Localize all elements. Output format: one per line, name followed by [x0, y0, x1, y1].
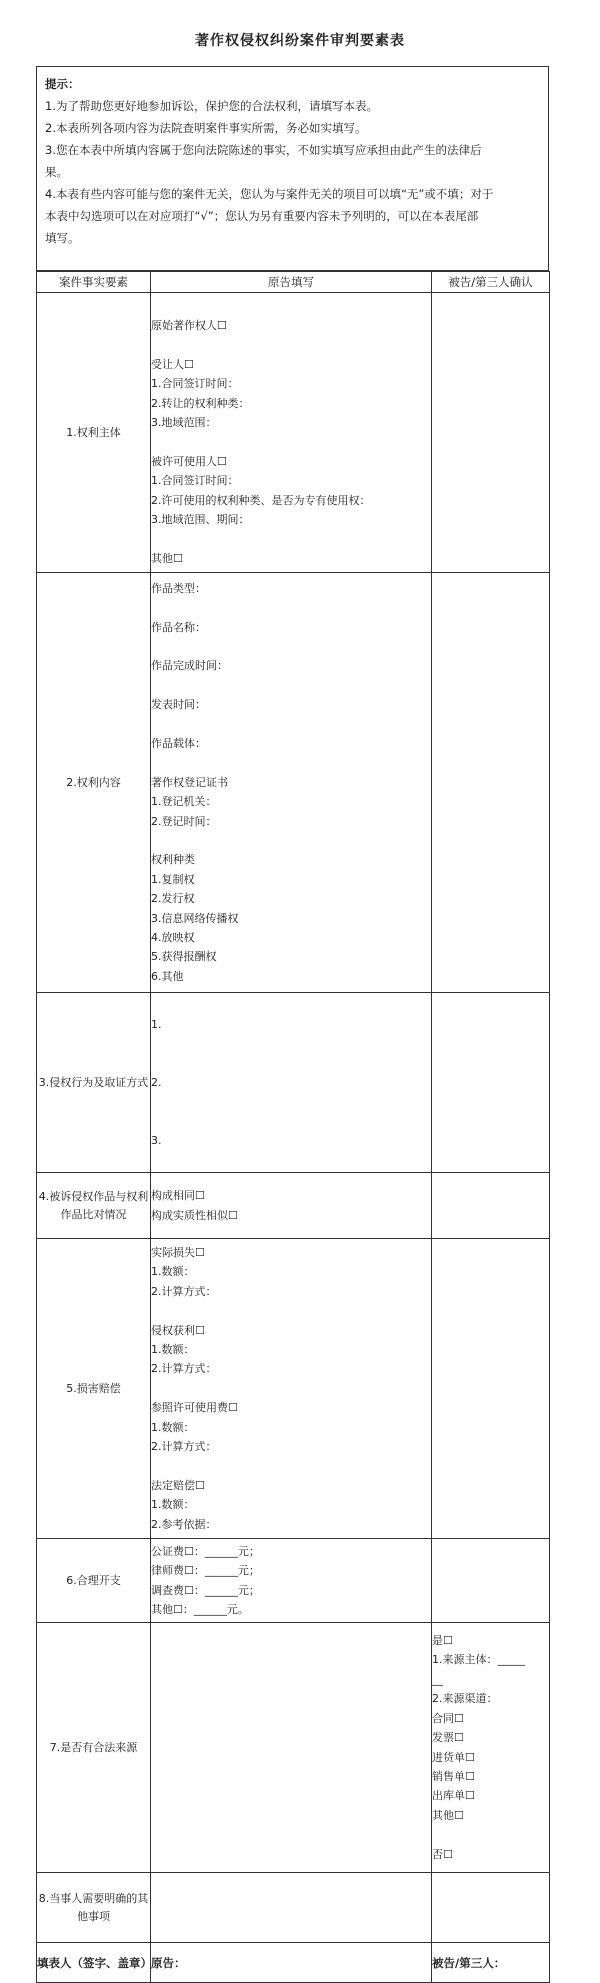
defendant-signature[interactable]: 被告/第三人：	[432, 1943, 550, 1983]
cell-line: 其他☐：______元。	[151, 1602, 249, 1616]
table-row	[37, 1539, 550, 1623]
cell-line: 2.计算方式：	[151, 1362, 217, 1376]
cell-line: 1.	[151, 1017, 162, 1031]
defendant-cell[interactable]	[432, 1623, 550, 1873]
row-factor: 4.被诉侵权作品与权利作品比对情况	[37, 1173, 151, 1239]
cell-line	[151, 530, 431, 549]
cell-line: 侵权获利☐	[151, 1323, 205, 1337]
cell-line: 原始著作权人☐	[151, 319, 227, 333]
row-factor: 6.合理开支	[37, 1539, 151, 1623]
defendant-cell[interactable]	[432, 1239, 550, 1539]
cell-line: 构成实质性相似☐	[151, 1208, 238, 1222]
row-factor: 2.权利内容	[37, 573, 151, 993]
table-row	[37, 1623, 550, 1873]
cell-line: 实际损失☐	[151, 1245, 205, 1259]
cell-line: 作品类型：	[151, 581, 206, 595]
header-row	[37, 272, 550, 293]
notice-heading: 提示：	[45, 77, 80, 91]
cell-line: 是☐	[432, 1634, 453, 1648]
table-row	[37, 993, 550, 1173]
table-row	[37, 1239, 550, 1539]
cell-line: 1.数额：	[151, 1265, 195, 1279]
signer-label: 填表人（签字、盖章）	[37, 1943, 151, 1983]
cell-line: __	[432, 1672, 443, 1686]
cell-line: 2.发行权	[151, 892, 195, 906]
cell-line	[151, 1053, 431, 1072]
cell-line: 3.	[151, 1134, 162, 1148]
cell-line: 1.登记机关：	[151, 795, 217, 809]
table-row	[37, 573, 550, 993]
cell-line: 进货单☐	[432, 1750, 475, 1764]
row-factor: 3.侵权行为及取证方式	[37, 993, 151, 1173]
plaintiff-cell[interactable]	[151, 1173, 432, 1239]
notice-line: 本表中勾选项可以在对应项打“√”；您认为另有重要内容未予列明的，可以在本表尾部	[45, 209, 479, 223]
cell-line: 2.许可使用的权利种类、是否为专有使用权：	[151, 493, 371, 507]
cell-line: 其他☐	[432, 1808, 464, 1822]
cell-line: 法定赔偿☐	[151, 1478, 205, 1492]
plaintiff-cell[interactable]	[151, 993, 432, 1173]
form-title: 著作权侵权纠纷案件审判要素表	[195, 33, 405, 49]
header-plaintiff: 原告填写	[151, 272, 432, 293]
cell-line	[151, 1034, 431, 1053]
cell-line: 3.地域范围：	[151, 416, 217, 430]
defendant-cell[interactable]	[432, 573, 550, 993]
cell-line: 2.登记时间：	[151, 814, 217, 828]
cell-line: 销售单☐	[432, 1769, 475, 1783]
notice-line: 2.本表所列各项内容为法院查明案件事实所需，务必如实填写。	[45, 121, 367, 135]
notice-line: 4.本表有些内容可能与您的案件无关，您认为与案件无关的项目可以填“无”或不填；对于	[45, 187, 494, 201]
cell-line: 否☐	[432, 1847, 453, 1861]
row-factor: 5.损害赔偿	[37, 1239, 151, 1539]
cell-line: 1.来源主体：_____	[432, 1653, 525, 1667]
cell-line: 律师费☐：______元；	[151, 1564, 260, 1578]
plaintiff-cell[interactable]	[151, 1239, 432, 1539]
cell-line: 构成相同☐	[151, 1189, 205, 1203]
plaintiff-cell[interactable]	[151, 573, 432, 993]
cell-line: 1.合同签订时间：	[151, 474, 239, 488]
cell-line: 4.放映权	[151, 931, 195, 945]
cell-line	[432, 1825, 549, 1844]
cell-line	[151, 676, 431, 695]
plaintiff-cell[interactable]	[151, 293, 432, 573]
header-defendant: 被告/第三人确认	[432, 272, 550, 293]
header-factor: 案件事实要素	[37, 272, 151, 293]
notice-box	[36, 66, 549, 271]
plaintiff-cell[interactable]	[151, 1873, 432, 1943]
cell-line: 2.转让的权利种类：	[151, 396, 250, 410]
cell-line: 作品名称：	[151, 620, 206, 634]
cell-line: 权利种类	[151, 853, 195, 867]
defendant-cell[interactable]	[432, 1173, 550, 1239]
cell-line	[151, 637, 431, 656]
cell-line: 1.复制权	[151, 872, 195, 886]
cell-line: 著作权登记证书	[151, 775, 228, 789]
cell-line: 作品完成时间：	[151, 659, 228, 673]
notice-line: 1.为了帮助您更好地参加诉讼，保护您的合法权利，请填写本表。	[45, 99, 378, 113]
cell-line: 受让人☐	[151, 357, 194, 371]
cell-line: 出库单☐	[432, 1789, 475, 1803]
cell-line: 其他☐	[151, 551, 183, 565]
elements-table	[36, 271, 550, 1983]
cell-line	[151, 1112, 431, 1131]
cell-line	[151, 753, 431, 772]
cell-line: 参照许可使用费☐	[151, 1401, 238, 1415]
table-row	[37, 293, 550, 573]
cell-line: 5.获得报酬权	[151, 950, 217, 964]
cell-line	[151, 335, 431, 354]
plaintiff-signature[interactable]: 原告：	[151, 1943, 432, 1983]
cell-line	[151, 715, 431, 734]
cell-line	[151, 598, 431, 617]
cell-line: 3.地域范围、期间：	[151, 513, 250, 527]
notice-line: 3.您在本表中所填内容属于您向法院陈述的事实，不如实填写应承担由此产生的法律后	[45, 143, 482, 157]
row-factor: 8.当事人需要明确的其他事项	[37, 1873, 151, 1943]
defendant-cell[interactable]	[432, 993, 550, 1173]
cell-line: 公证费☐：______元；	[151, 1544, 260, 1558]
cell-line: 3.信息网络传播权	[151, 911, 239, 925]
cell-line: 2.参考依据：	[151, 1517, 217, 1531]
cell-line: 合同☐	[432, 1711, 464, 1725]
table-row	[37, 1873, 550, 1943]
cell-line	[151, 1379, 431, 1398]
plaintiff-cell[interactable]	[151, 1539, 432, 1623]
cell-line	[151, 1456, 431, 1475]
defendant-cell[interactable]	[432, 1539, 550, 1623]
cell-line: 1.数额：	[151, 1342, 195, 1356]
cell-line: 1.数额：	[151, 1498, 195, 1512]
signature-row	[37, 1943, 550, 1983]
cell-line: 作品载体：	[151, 736, 206, 750]
cell-line: 2.计算方式：	[151, 1440, 217, 1454]
cell-line: 被许可使用人☐	[151, 454, 227, 468]
plaintiff-cell[interactable]	[151, 1623, 432, 1873]
cell-line: 调查费☐：______元；	[151, 1583, 260, 1597]
notice-line: 果。	[45, 165, 68, 179]
defendant-cell[interactable]	[432, 293, 550, 573]
cell-line: 1.合同签订时间：	[151, 377, 239, 391]
defendant-cell[interactable]	[432, 1873, 550, 1943]
cell-line: 6.其他	[151, 969, 184, 983]
cell-line	[151, 433, 431, 452]
cell-line: 1.数额：	[151, 1420, 195, 1434]
cell-line: 2.计算方式：	[151, 1284, 217, 1298]
cell-line: 发表时间：	[151, 698, 206, 712]
cell-line: 发票☐	[432, 1731, 464, 1745]
row-factor: 1.权利主体	[37, 293, 151, 573]
cell-line	[151, 831, 431, 850]
cell-line	[151, 1301, 431, 1320]
cell-line	[151, 297, 431, 316]
table-row	[37, 1173, 550, 1239]
cell-line	[151, 1092, 431, 1111]
notice-line: 填写。	[45, 231, 80, 245]
row-factor: 7.是否有合法来源	[37, 1623, 151, 1873]
cell-line: 2.	[151, 1075, 162, 1089]
cell-line: 2.来源渠道：	[432, 1692, 498, 1706]
